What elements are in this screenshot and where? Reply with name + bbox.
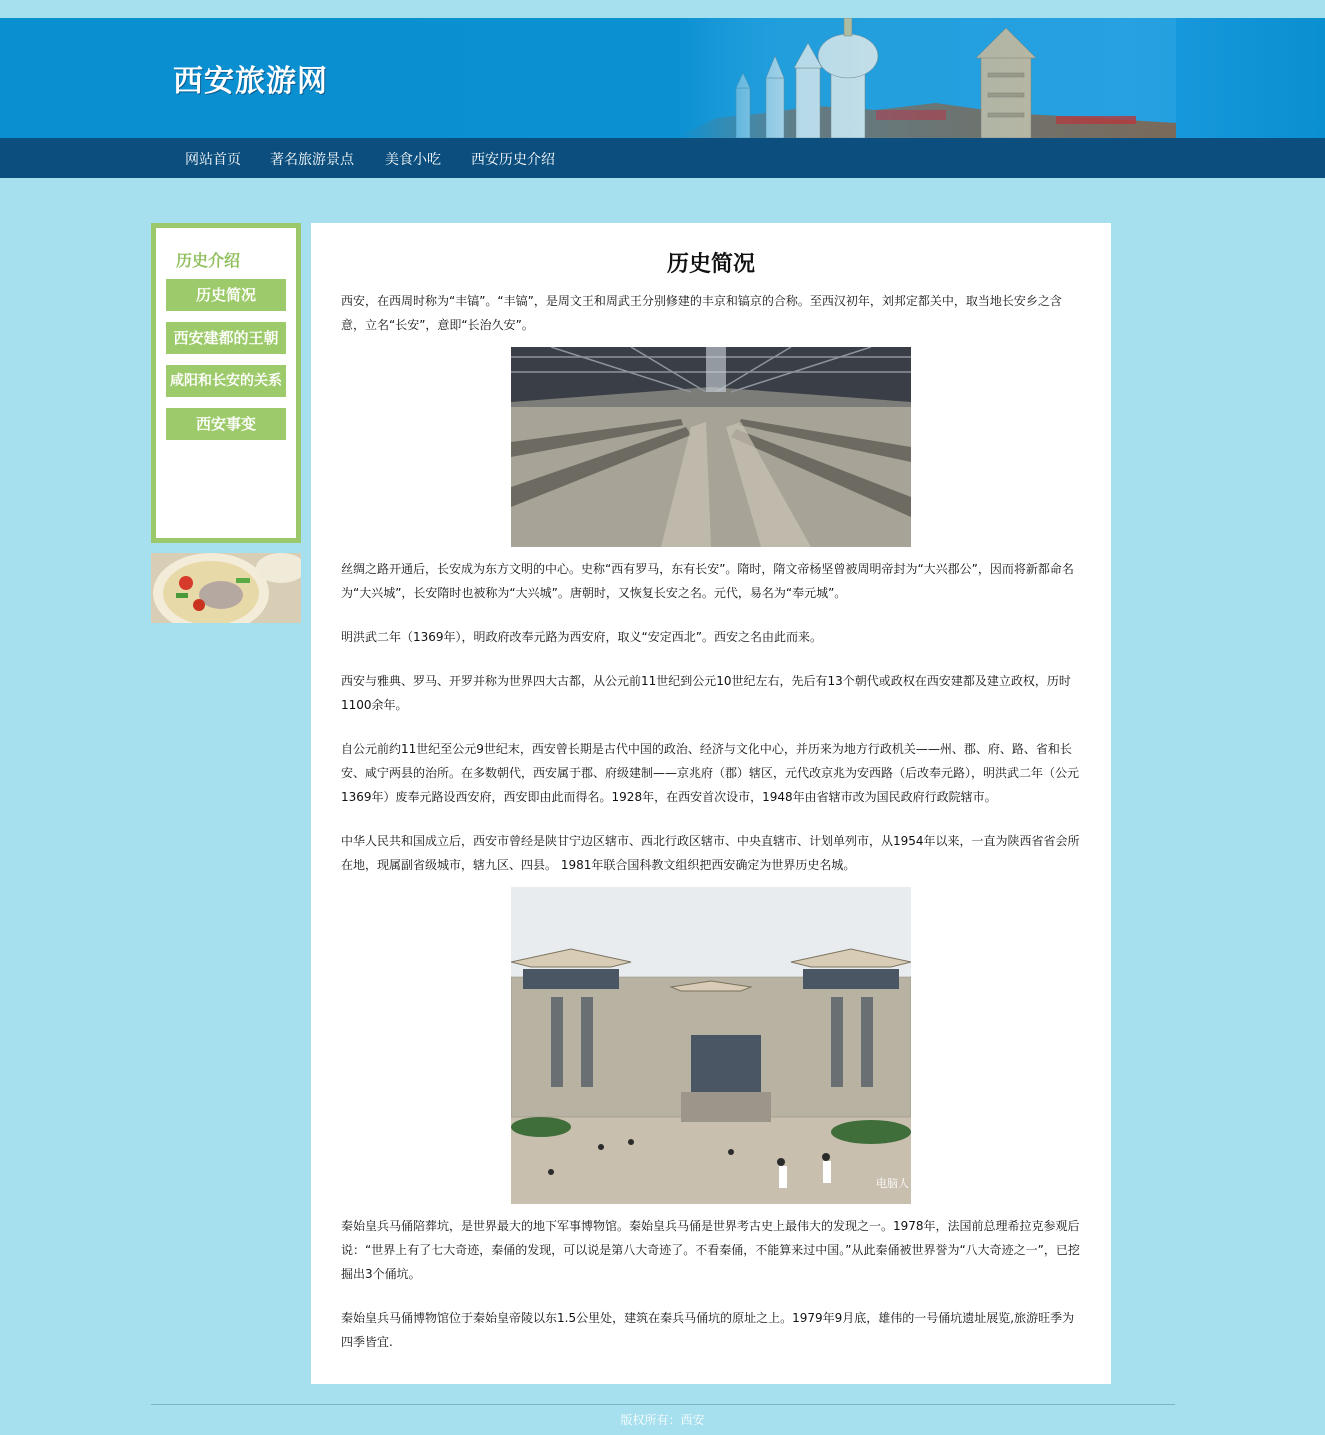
museum-building-image	[511, 887, 911, 1204]
site-logo[interactable]: 西安旅游网	[173, 64, 328, 99]
site-header	[0, 18, 1325, 138]
image-watermark: 电脑人	[876, 1177, 909, 1190]
sidebar-item-dynasties[interactable]: 西安建都的王朝	[166, 322, 286, 354]
sidebar-item-xianyang-changan[interactable]: 咸阳和长安的关系	[166, 365, 286, 397]
sidebar-item-history-overview[interactable]: 历史简况	[166, 279, 286, 311]
article-paragraph: 西安与雅典、罗马、开罗并称为世界四大古都，从公元前11世纪到公元10世纪左右，先后有13个朝代或政权在西安建都及建立政权，历时1100余年。	[341, 674, 1071, 712]
nav-item-attractions[interactable]: 著名旅游景点	[270, 152, 354, 168]
article-paragraph: 西安，在西周时称为“丰镐”。“丰镐”，是周文王和周武王分别修建的丰京和镐京的合称。至西汉初年，刘邦定都关中，取当地长安乡之含意，立名“长安”，意即“长治久安”。	[341, 294, 1062, 332]
nav-item-home[interactable]: 网站首页	[185, 152, 241, 168]
article-paragraph: 中华人民共和国成立后，西安市曾经是陕甘宁边区辖市、西北行政区辖市、中央直辖市、计划单列市，从1954年以来，一直为陕西省省会所在地，现属副省级城市，辖九区、四县。 1981年联合国科教文组织把西安确定为世界历史名城。	[341, 834, 1080, 872]
article-paragraph: 明洪武二年（1369年），明政府改奉元路为西安府，取义“安定西北”。西安之名由此而来。	[341, 630, 822, 644]
sidebar-item-xian-incident[interactable]: 西安事变	[166, 408, 286, 440]
terracotta-pit-image	[511, 347, 911, 547]
main-nav	[0, 138, 1325, 178]
food-dish-image	[151, 553, 301, 623]
main-content	[311, 223, 1111, 1384]
sidebar-title: 历史介绍	[176, 251, 241, 270]
article-paragraph: 丝绸之路开通后，长安成为东方文明的中心。史称“西有罗马，东有长安”。隋时，隋文帝杨坚曾被周明帝封为“大兴郡公”，因而将新都命名为“大兴城”，长安隋时也被称为“大兴城”。唐朝时，又恢复长安之名。元代，易名为“奉元城”。	[341, 562, 1074, 600]
nav-item-food[interactable]: 美食小吃	[385, 152, 441, 168]
article-paragraph: 秦始皇兵马俑博物馆位于秦始皇帝陵以东1.5公里处，建筑在秦兵马俑坑的原址之上。1979年9月底，雄伟的一号俑坑遗址展览,旅游旺季为四季皆宜.	[341, 1311, 1075, 1349]
top-strip	[0, 0, 1325, 18]
nav-item-history[interactable]: 西安历史介绍	[471, 152, 555, 168]
banner-pagodas-image	[676, 18, 1176, 138]
article-paragraph: 自公元前约11世纪至公元9世纪末，西安曾长期是古代中国的政治、经济与文化中心，并历来为地方行政机关——州、郡、府、路、省和长安、咸宁两县的治所。在多数朝代，西安属于郡、府级建制——京兆府（郡）辖区，元代改京兆为安西路（后改奉元路），明洪武二年（公元1369年）废奉元路设西安府，西安即由此而得名。1928年，在西安首次设市，1948年由省辖市改为国民政府行政院辖市。	[341, 742, 1080, 804]
article-title: 历史简况	[666, 251, 755, 277]
footer-divider	[151, 1404, 1175, 1405]
article-paragraph: 秦始皇兵马俑陪葬坑，是世界最大的地下军事博物馆。秦始皇兵马俑是世界考古史上最伟大的发现之一。1978年，法国前总理希拉克参观后说：“世界上有了七大奇迹，秦俑的发现，可以说是第八大奇迹了。不看秦俑，不能算来过中国。”从此秦俑被世界誉为“八大奇迹之一”，已挖掘出3个俑坑。	[341, 1219, 1080, 1281]
sidebar	[151, 223, 301, 543]
museum-building-drawing	[511, 887, 911, 1204]
footer-copyright: 版权所有：西安	[620, 1413, 705, 1427]
